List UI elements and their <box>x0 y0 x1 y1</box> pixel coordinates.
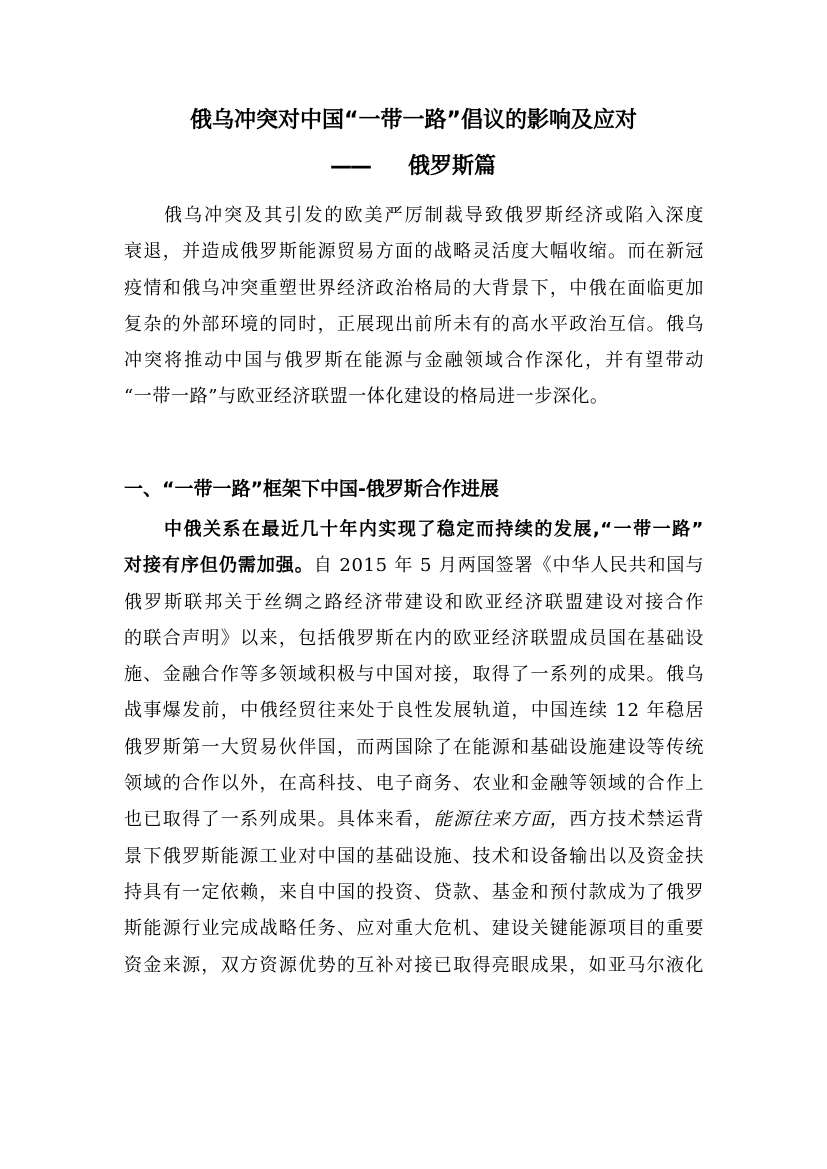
intro-paragraph <box>124 198 704 416</box>
section1-paragraph <box>124 512 704 984</box>
paragraph-line: 战事爆发前，中俄经贸往来处于良性发展轨道，中国连续 12 年稳居 <box>124 700 704 722</box>
subtitle-text: 俄罗斯篇 <box>408 154 497 179</box>
paragraph-line: 资金来源，双方资源优势的互补对接已取得亮眼成果，如亚马尔液化 <box>124 954 704 976</box>
paragraph-line: 衰退，并造成俄罗斯能源贸易方面的战略灵活度大幅收缩。而在新冠 <box>124 241 704 263</box>
section-heading: 一、“一带一路”框架下中国-俄罗斯合作进展 <box>124 478 499 500</box>
paragraph-line: 施、金融合作等多领域积极与中国对接，取得了一系列的成果。俄乌 <box>124 664 704 686</box>
subtitle-dash: —— <box>330 154 370 179</box>
paragraph-line: 景下俄罗斯能源工业对中国的基础设施、技术和设备输出以及资金扶 <box>124 845 704 867</box>
paragraph-line: 俄乌冲突及其引发的欧美严厉制裁导致俄罗斯经济或陷入深度 <box>164 205 704 226</box>
paragraph-line-bold: 中俄关系在最近几十年内实现了稳定而持续的发展,“一带一路” <box>164 519 704 540</box>
paragraph-line: 斯能源行业完成战略任务、应对重大危机、建设关键能源项目的重要 <box>124 918 704 940</box>
paragraph-text: 自 2015 年 5 月两国签署《中华人民共和国与 <box>313 555 705 577</box>
paragraph-line: 冲突将推动中国与俄罗斯在能源与金融领域合作深化，并有望带动 <box>124 350 704 372</box>
paragraph-line: 的联合声明》以来，包括俄罗斯在内的欧亚经济联盟成员国在基础设 <box>124 627 704 649</box>
paragraph-line <box>124 802 704 838</box>
bold-lead-text: 对接有序但仍需加强。 <box>124 555 314 577</box>
paragraph-text: 也已取得了一系列成果。具体来看， <box>124 809 434 831</box>
paragraph-line <box>124 548 704 584</box>
paragraph-line: 持具有一定依赖，来自中国的投资、贷款、基金和预付款成为了俄罗 <box>124 881 704 903</box>
paragraph-line: 领域的合作以外，在高科技、电子商务、农业和金融等领域的合作上 <box>124 773 704 795</box>
paragraph-text: 西方技术禁运背 <box>569 809 704 831</box>
paragraph-line: 俄罗斯第一大贸易伙伴国，而两国除了在能源和基础设施建设等传统 <box>124 736 704 758</box>
paragraph-line: 复杂的外部环境的同时，正展现出前所未有的高水平政治互信。俄乌 <box>124 313 704 335</box>
paragraph-line: 疫情和俄乌冲突重塑世界经济政治格局的大背景下，中俄在面临更加 <box>124 277 704 299</box>
document-subtitle <box>330 152 496 182</box>
italic-emphasis: 能源往来方面， <box>433 809 570 831</box>
document-title: 俄乌冲突对中国“一带一路”倡议的影响及应对 <box>190 108 637 133</box>
paragraph-line: 俄罗斯联邦关于丝绸之路经济带建设和欧亚经济联盟建设对接合作 <box>124 591 704 613</box>
paragraph-line: “一带一路”与欧亚经济联盟一体化建设的格局进一步深化。 <box>124 386 609 408</box>
